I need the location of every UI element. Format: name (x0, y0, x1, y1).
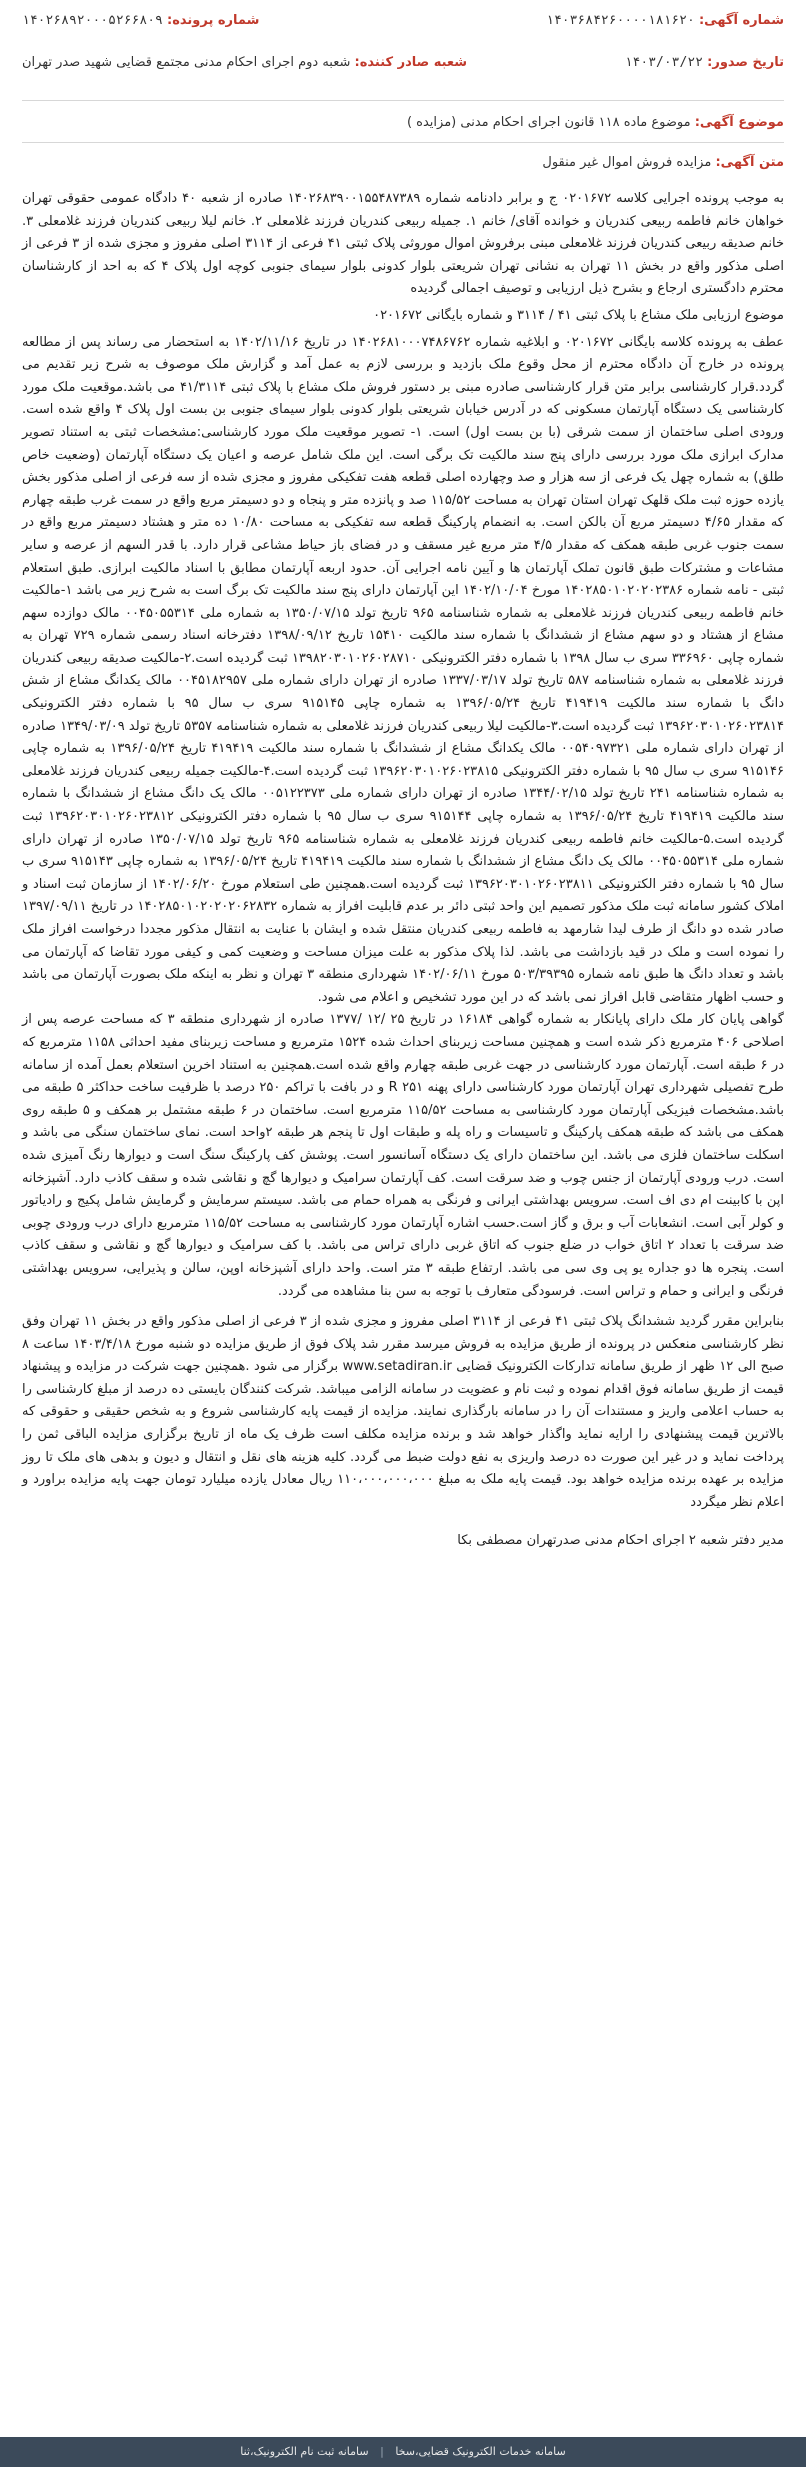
footer-link-sakha[interactable]: سامانه خدمات الکترونیک قضایی،سخا (395, 2445, 566, 2458)
paragraph-subject: موضوع ارزیابی ملک مشاع با پلاک ثبتی ۴۱ / ۳۱۱۴ و شماره بایگانی ۰۲۰۱۶۷۲ (373, 307, 784, 323)
paragraph-intro: به موجب پرونده اجرایی کلاسه ۰۲۰۱۶۷۲ ج و برابر دادنامه شماره ۱۴۰۲۶۸۳۹۰۰۱۵۵۴۸۷۳۸۹ صادره از شعبه ۴۰ دادگاه عمومی حقوقی تهران خواهان خانم فاطمه ربیعی کندریان و خوانده آقای/ خانم ۱. جمیله ربیعی کندریان فرزند غلامعلی ۲. خانم لیلا ربیعی کندریان فرزند غلامعلی ۳. خانم صدیقه ربیعی کندریان فرزند غلامعلی مبنی برفروش اموال موروثی پلاک ثبتی ۴۱ فرعی از ۳۱۱۴ اصلی مفروز و مجزی شده از ۳ فرعی از اصلی مذکور واقع در بخش ۱۱ تهران به نشانی تهران شریعتی بلوار کدونی بلوار سیمای جنوبی کوچه اول پلاک ۴ که به احد از کارشناسان محترم دادگستری ارجاع و بشرح ذیل ارزیابی و توصیف اجمالی گردیده (22, 191, 784, 297)
issue-date-label: تاریخ صدور: (707, 55, 784, 70)
signature: مدیر دفتر شعبه ۲ اجرای احکام مدنی صدرتهران مصطفی بکا (457, 1533, 784, 1549)
header-row-1 (22, 8, 784, 34)
subject-text: موضوع ماده ۱۱۸ قانون اجرای احکام مدنی (مزایده ) (406, 115, 691, 130)
issue-date-value: ۱۴۰۳/۰۳/۲۲ (624, 55, 703, 70)
notice-title-row (22, 152, 784, 174)
issuer-value: شعبه دوم اجرای احکام مدنی مجتمع قضایی شهید صدر تهران (22, 55, 351, 70)
divider (22, 142, 784, 143)
paragraph-registration: عطف به پرونده کلاسه بایگانی ۰۲۰۱۶۷۲ و ابلاغیه شماره ۱۴۰۲۶۸۱۰۰۰۷۴۸۶۷۶۲ در تاریخ ۱۴۰۲/۱۱/۱۶ به استحضار می رساند پس از مطالعه پرونده در خارج آن دادگاه محترم از محل وقوع ملک بازدید و بررسی لازم به عمل آمد و گزارش ملک موصوف به شرح زیر تقدیم می گردد.قرار کارشناسی برابر متن قرار کارشناسی صادره مبنی بر دستور فروش ملک مشاع با پلاک ثبتی ۴۱/۳۱۱۴ می باشد.موقعیت ملک مورد کارشناسی یک دستگاه آپارتمان مسکونی که در آدرس خیابان شریعتی بلوار کدونی بلوار سیمای جنوبی بن بست اول پلاک ۴ واقع شده است. ورودی اصلی ساختمان از سمت شرقی (با بن بست اول) است. ۱- تصویر موقعیت ملک مورد کارشناسی:مشخصات ثبتی به استناد تصویر مدارک ابرازی ملک مورد بررسی دارای پنج سند مالکیت تک برگی است. این ملک شامل عرصه و اعیان یک دستگاه آپارتمان (وضعیت خاص طلق) به شماره چهل یک فرعی از سه هزار و صد وچهارده اصلی قطعه هفت تفکیکی مفروز و مجزی شده از سه فرعی از اصلی مذکور بخش یازده حوزه ثبت ملک قلهک تهران استان تهران به مساحت ۱۱۵/۵۲ صد و پانزده متر و پنجاه و دو دسیمتر مربع واقع در سمت غرب طبقه چهارم که مقدار ۴/۶۵ دسیمتر مربع آن بالکن است. به انضمام پارکینگ قطعه سه تفکیکی به مساحت ۱۰/۸۰ ده متر و هشتاد دسیمتر مربع واقع در سمت جنوب غربی طبقه همکف که مقدار ۴/۵ متر مربع غیر مسقف و در فضای باز حیاط مشاعی قرار دارد. با قدر السهم از عرصه و سایر مشاعات و مشترکات طبق قانون تملک آپارتمان ها و آیین نامه اجرایی آن. حدود اربعه آپارتمان مطابق با اسناد مالکیت ابرازی. طبق استعلام ثبتی - نامه شماره ۱۴۰۲۸۵۰۱۰۲۰۲۰۲۳۸۶ مورخ ۱۴۰۲/۱۰/۰۴ این آپارتمان دارای پنج سند مالکیت تک برگ است به شرح زیر می باشد ۱-مالکیت خانم فاطمه ربیعی کندریان فرزند غلامعلی به شماره شناسنامه ۹۶۵ تاریخ تولد ۱۳۵۰/۰۷/۱۵ به شماره ملی ۰۰۴۵۰۵۵۳۱۴ مالک دوازده سهم مشاع از هشتاد و دو سهم مشاع از ششدانگ با شماره سند مالکیت ۱۵۴۱۰ تاریخ ۱۳۹۸/۰۹/۱۲ دفترخانه اسناد رسمی شماره ۷۲۹ تهران به شماره چاپی ۳۳۶۹۶۰ سری ب سال ۱۳۹۸ با شماره دفتر الکترونیکی ۱۳۹۸۲۰۳۰۱۰۲۶۰۲۸۷۱۰ ثبت گردیده است.۲-مالکیت صدیقه ربیعی کندریان فرزند غلامعلی به شماره شناسنامه ۵۸۷ تاریخ تولد ۱۳۳۷/۰۳/۱۷ صادره از تهران دارای شماره ملی ۰۰۴۵۱۸۲۹۵۷ مالک یکدانگ مشاع از شش دانگ با شماره سند مالکیت ۴۱۹۴۱۹ تاریخ ۱۳۹۶/۰۵/۲۴ به شماره چاپی ۹۱۵۱۴۵ سری ب سال ۹۵ با شماره دفتر الکترونیکی ۱۳۹۶۲۰۳۰۱۰۲۶۰۲۳۸۱۴ ثبت گردیده است.۳-مالکیت لیلا ربیعی کندریان فرزند غلامعلی به شماره شناسنامه ۵۳۵۷ تاریخ تولد ۱۳۴۹/۰۳/۰۹ صادره از تهران دارای شماره ملی ۰۰۵۴۰۹۷۳۲۱ مالک یکدانگ مشاع از ششدانگ با شماره سند مالکیت ۴۱۹۴۱۹ تاریخ ۱۳۹۶/۰۵/۲۴ به شماره چاپی ۹۱۵۱۴۶ سری ب سال ۹۵ با شماره دفتر الکترونیکی ۱۳۹۶۲۰۳۰۱۰۲۶۰۲۳۸۱۵ ثبت گردیده است.۴-مالکیت جمیله ربیعی کندریان فرزند غلامعلی به شماره شناسنامه ۲۴۱ تاریخ تولد ۱۳۴۴/۰۲/۱۵ صادره از تهران دارای شماره ملی ۰۰۵۱۲۲۳۷۳ مالک یک دانگ مشاع از ششدانگ با شماره سند مالکیت ۴۱۹۴۱۹ تاریخ ۱۳۹۶/۰۵/۲۴ به شماره چاپی ۹۱۵۱۴۴ سری ب سال ۹۵ با شماره دفتر الکترونیکی ۱۳۹۶۲۰۳۰۱۰۲۶۰۲۳۸۱۲ ثبت گردیده است.۵-مالکیت خانم فاطمه ربیعی کندریان فرزند غلامعلی به شماره شناسنامه ۹۶۵ تاریخ تولد ۱۳۵۰/۰۷/۱۵ صادره از تهران دارای شماره ملی ۰۰۴۵۰۵۵۳۱۴ مالک یک دانگ مشاع از ششدانگ با شماره سند مالکیت ۴۱۹۴۱۹ تاریخ ۱۳۹۶/۰۵/۲۴ به شماره چاپی ۹۱۵۱۴۳ سری ب سال ۹۵ با شماره دفتر الکترونیکی ۱۳۹۶۲۰۳۰۱۰۲۶۰۲۳۸۱۱ ثبت گردیده است.همچنین طی استعلام مورخ ۱۴۰۲/۰۶/۲۰ از سازمان ثبت اسناد و املاک کشور سامانه ثبت ملک مذکور تصمیم این واحد ثبتی دائر بر عدم قابلیت افراز به شماره ۱۴۰۲۸۵۰۱۰۲۰۲۰۲۰۶۲۸۳۲ در تاریخ ۱۳۹۷/۰۹/۱۱ صادر شده دو دانگ از طرف لیدا شارمهد به فاطمه ربیعی کندریان منتقل شده و ایشان با عنایت به انتقال مذکور مجددا درخواست افراز ملک را نموده است و ملک در قید بازداشت می باشد. لذا پلاک مذکور به علت میزان مساحت و وضعیت کمی و کیفی مورد تقاضا که آپارتمان می باشد و تعداد دانگ ها طبق نامه شماره ۵۰۳/۳۹۳۹۵ مورخ ۱۴۰۲/۰۶/۱۱ شهرداری منطقه ۳ تهران و نظر به اینکه ملک بصورت آپارتمان می باشد و حسب اظهار متقاضی قابل افراز نمی باشد که در این مورد تشخیص و اعلام می شود. (22, 334, 785, 1005)
paragraph-auction: بنابراین مقرر گردید ششدانگ پلاک ثبتی ۴۱ فرعی از ۳۱۱۴ اصلی مفروز و مجزی شده از ۳ فرعی از اصلی مذکور واقع در بخش ۱۱ تهران وفق نظر کارشناسی منعکس در پرونده از طریق مزایده به فروش میرسد مقرر شد پلاک فوق از طریق مزایده دو شنبه مورخ ۱۴۰۳/۴/۱۸ ساعت ۸ صبح الی ۱۲ ظهر از طریق سامانه تدارکات الکترونیک قضایی www.setadiran.ir برگزار می شود .همچنین جهت شرکت در مزایده و پیشنهاد قیمت از طریق سامانه فوق اقدام نموده و ثبت نام و عضویت در سامانه الزامی میباشد. شرکت کنندگان بایستی ده درصد از مبلغ کارشناسی را به حساب اعلامی واریز و مستندات آن را در سامانه بارگذاری نمایند. مزایده از قیمت پایه کارشناسی شروع و به شخص حقیقی و حقوقی که بالاترین قیمت پیشنهادی را ارایه نماید واگذار خواهد شد و برنده مزایده مکلف است ظرف یک ماه از تاریخ برگزاری مزایده الباقی ثمن را پرداخت نماید و در غیر این صورت ده درصد واریزی به نفع دولت ضبط می گردد. کلیه هزینه های نقل و انتقال و دیون و بدهی های ملک تا روز مزایده بر عهده برنده مزایده خواهد بود. قیمت پایه ملک به مبلغ ۱۱۰،۰۰۰،۰۰۰،۰۰۰ ریال معادل یازده میلیارد تومان جهت پایه مزایده براورد و اعلام نظر میگردد (22, 1314, 784, 1510)
notice-header (22, 0, 784, 88)
page-footer (0, 2437, 806, 2467)
notice-number-value: ۱۴۰۳۶۸۴۲۶۰۰۰۰۱۸۱۶۲۰ (546, 13, 695, 28)
issuer-label: شعبه صادر کننده: (354, 55, 468, 70)
notice-number (546, 8, 784, 34)
subject-label: موضوع آگهی: (694, 115, 784, 130)
paragraph-physical: گواهی پایان کار ملک دارای پایانکار به شماره گواهی ۱۶۱۸۴ در تاریخ ۲۵ /۱۲ /۱۳۷۷ صادره از شهرداری منطقه ۳ که مساحت عرصه پس از اصلاحی ۴۰۶ مترمربع ذکر شده است و همچنین مساحت زیربنای احداث شده ۱۵۲۴ مترمربع و مساحت زیربنای مفید احداثی ۱۱۵۸ مترمربع که در ۶ طبقه است. آپارتمان مورد کارشناسی در جهت غربی طبقه چهارم واقع شده است.همچنین به استناد اخرین استعلام بعمل آمده از سامانه طرح تفصیلی شهرداری تهران آپارتمان مورد کارشناسی دارای پهنه ۲۵۱ R و در بافت با تراکم ۲۵۰ درصد با ظرفیت ساخت حداکثر ۵ طبقه می باشد.مشخصات فیزیکی آپارتمان مورد کارشناسی به مساحت ۱۱۵/۵۲ مترمربع است. ساختمان در ۶ طبقه مشتمل بر همکف و ۵ طبقه روی همکف می باشد که طبقه همکف پارکینگ و تاسیسات و راه پله و طبقات اول تا پنجم هر طبقه ۲واحد است. نمای ساختمان سنگی می باشد و اسکلت ساختمان فلزی می باشد. این ساختمان دارای یک دستگاه آسانسور است. پوشش کف پارکینگ سنگ است و دیوارها رنگ آمیزی شده است. درب ورودی آپارتمان از جنس چوب و ضد سرقت است. کف آپارتمان سرامیک و دیوارها گچ و نقاشی شده و سقف کاذب دارد. آشپزخانه اپن با کابینت ام دی اف است. سرویس بهداشتی ایرانی و فرنگی به همراه حمام می باشد. سیستم سرمایش و گرمایش شامل پکیج و رادیاتور و کولر آبی است. انشعابات آب و برق و گاز است.حسب اشاره آپارتمان مورد کارشناسی به مساحت ۱۱۵/۵۲ مترمربع دارای درب ورودی چوبی ضد سرقت با تعداد ۲ اتاق خواب در ضلع جنوب که اتاق غربی دارای تراس می باشد. با کف سرامیک و دیوارها گچ و نقاشی و سقف کاذب است. پنجره ها دو جداره یو پی وی سی می باشد. ارتفاع طبقه ۳ متر است. واحد دارای آشپزخانه اوپن، سالن و پذیرایی، سرویس بهداشتی فرنگی و ایرانی و حمام و تراس است. فرسودگی متعارف با توجه به سن بنا مشاهده می گردد. (22, 1012, 785, 1299)
notice-number-label: شماره آگهی: (698, 13, 784, 28)
file-number (22, 8, 259, 34)
notice-body (22, 188, 784, 1553)
subject-row (22, 112, 784, 134)
issuer (22, 50, 467, 76)
notice-text-label: متن آگهی: (715, 155, 784, 170)
file-number-value: ۱۴۰۲۶۸۹۲۰۰۰۵۲۶۶۸۰۹ (22, 13, 163, 28)
footer-separator: | (380, 2445, 384, 2458)
file-number-label: شماره پرونده: (167, 13, 260, 28)
divider (22, 100, 784, 101)
issue-date (625, 50, 784, 76)
footer-link-sana[interactable]: سامانه ثبت نام الکترونیک،ثنا (240, 2445, 369, 2458)
header-row-2 (22, 50, 784, 76)
notice-title: مزایده فروش اموال غیر منقول (542, 155, 712, 170)
